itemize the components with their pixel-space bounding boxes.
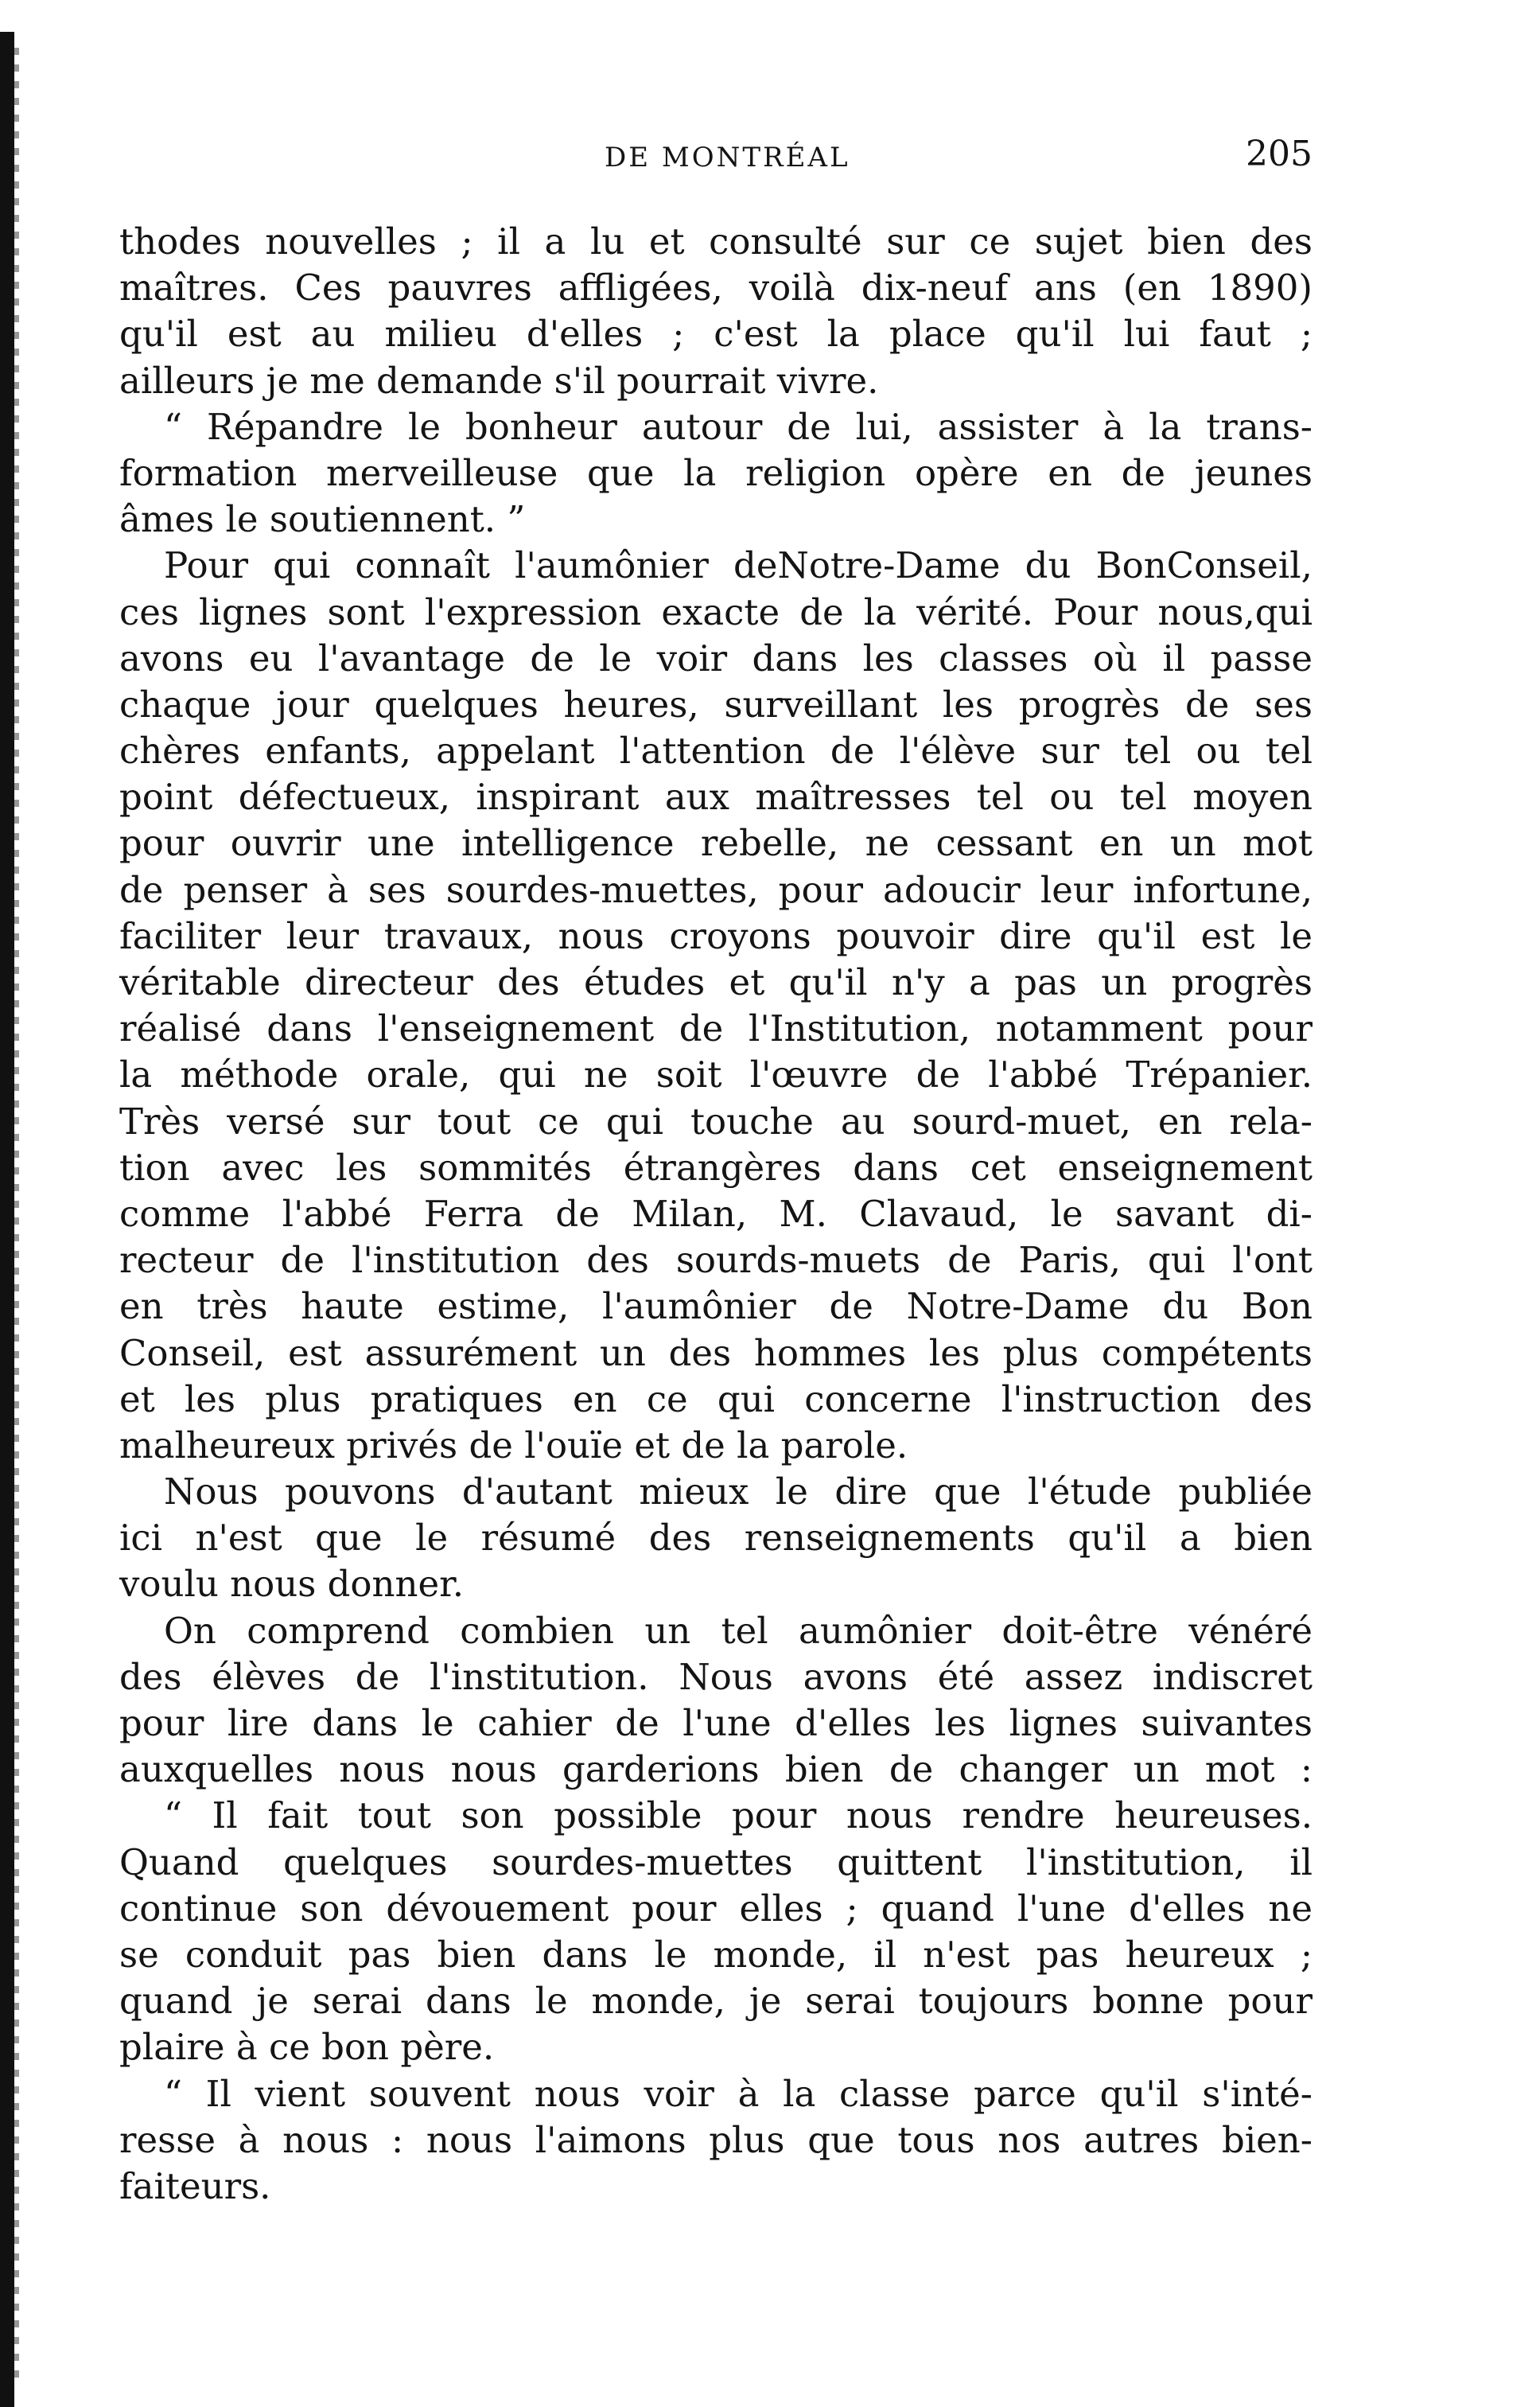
text-line: resse à nous : nous l'aimons plus que tous nos autres bien- xyxy=(119,2118,1312,2161)
text-line: réalisé dans l'enseignement de l'Institution, notamment pour xyxy=(119,1007,1312,1050)
text-line: faciliter leur travaux, nous croyons pouvoir dire qu'il est le xyxy=(119,914,1312,957)
text-line: tion avec les sommités étrangères dans cet enseignement xyxy=(119,1146,1312,1189)
text-line: voulu nous donner. xyxy=(119,1563,464,1606)
text-line: comme l'abbé Ferra de Milan, M. Clavaud, le savant di- xyxy=(119,1192,1312,1235)
text-line: formation merveilleuse que la religion opère en de jeunes xyxy=(119,451,1312,494)
text-line: âmes le soutiennent. ” xyxy=(119,498,526,541)
text-line: “ Il vient souvent nous voir à la classe parce qu'il s'inté- xyxy=(164,2072,1312,2115)
text-line: pour lire dans le cahier de l'une d'elles les lignes suivantes xyxy=(119,1702,1312,1744)
text-line: la méthode orale, qui ne soit l'œuvre de l'abbé Trépanier. xyxy=(119,1054,1312,1096)
text-line: chaque jour quelques heures, surveillant les progrès de ses xyxy=(119,683,1312,726)
text-line: point défectueux, inspirant aux maîtresses tel ou tel moyen xyxy=(119,776,1312,819)
text-line: et les plus pratiques en ce qui concerne l'instruction des xyxy=(119,1377,1312,1420)
text-line: plaire à ce bon père. xyxy=(119,2026,495,2069)
running-head: DE MONTRÉAL xyxy=(605,142,850,173)
text-line: thodes nouvelles ; il a lu et consulté sur ce sujet bien des xyxy=(119,220,1312,263)
text-line: véritable directeur des études et qu'il n'y a pas un progrès xyxy=(119,961,1312,1003)
text-line: quand je serai dans le monde, je serai toujours bonne pour xyxy=(119,1980,1312,2023)
text-line: Quand quelques sourdes-muettes quittent l'institution, il xyxy=(119,1840,1312,1883)
text-line: “ Répandre le bonheur autour de lui, assister à la trans- xyxy=(164,405,1312,448)
text-line: continue son dévouement pour elles ; quand l'une d'elles ne xyxy=(119,1887,1312,1930)
binding-shadow xyxy=(14,48,19,2387)
text-line: malheureux privés de l'ouïe et de la parole. xyxy=(119,1424,908,1466)
page-header xyxy=(119,134,1312,181)
text-line: pour ouvrir une intelligence rebelle, ne cessant en un mot xyxy=(119,822,1312,865)
text-line: ces lignes sont l'expression exacte de la vérité. Pour nous,qui xyxy=(119,590,1312,633)
text-line: des élèves de l'institution. Nous avons été assez indiscret xyxy=(119,1655,1312,1698)
text-line: On comprend combien un tel aumônier doit-être vénéré xyxy=(164,1609,1312,1652)
text-line: recteur de l'institution des sourds-muets de Paris, qui l'ont xyxy=(119,1239,1312,1282)
text-line: ici n'est que le résumé des renseignements qu'il a bien xyxy=(119,1517,1312,1560)
text-line: Conseil, est assurément un des hommes les plus compétents xyxy=(119,1331,1312,1374)
page-number: 205 xyxy=(1246,134,1312,174)
binding-edge xyxy=(0,32,14,2407)
text-line: qu'il est au milieu d'elles ; c'est la place qu'il lui faut ; xyxy=(119,313,1312,356)
text-line: chères enfants, appelant l'attention de l'élève sur tel ou tel xyxy=(119,730,1312,773)
text-line: auxquelles nous nous garderions bien de changer un mot : xyxy=(119,1748,1312,1791)
text-line: ailleurs je me demande s'il pourrait vivre. xyxy=(119,359,879,402)
text-line: en très haute estime, l'aumônier de Notre-Dame du Bon xyxy=(119,1285,1312,1328)
text-line: Très versé sur tout ce qui touche au sourd-muet, en rela- xyxy=(119,1100,1312,1143)
text-line: Pour qui connaît l'aumônier deNotre-Dame du BonConseil, xyxy=(164,544,1312,587)
text-line: avons eu l'avantage de le voir dans les classes où il passe xyxy=(119,637,1312,680)
text-line: de penser à ses sourdes-muettes, pour adoucir leur infortune, xyxy=(119,868,1312,911)
text-line: se conduit pas bien dans le monde, il n'est pas heureux ; xyxy=(119,1933,1312,1976)
text-line: maîtres. Ces pauvres affligées, voilà dix-neuf ans (en 1890) xyxy=(119,267,1312,310)
text-line: “ Il fait tout son possible pour nous rendre heureuses. xyxy=(164,1794,1312,1837)
page-body xyxy=(119,219,1312,2210)
text-line: Nous pouvons d'autant mieux le dire que l'étude publiée xyxy=(164,1470,1312,1513)
text-line: faiteurs. xyxy=(119,2164,271,2207)
